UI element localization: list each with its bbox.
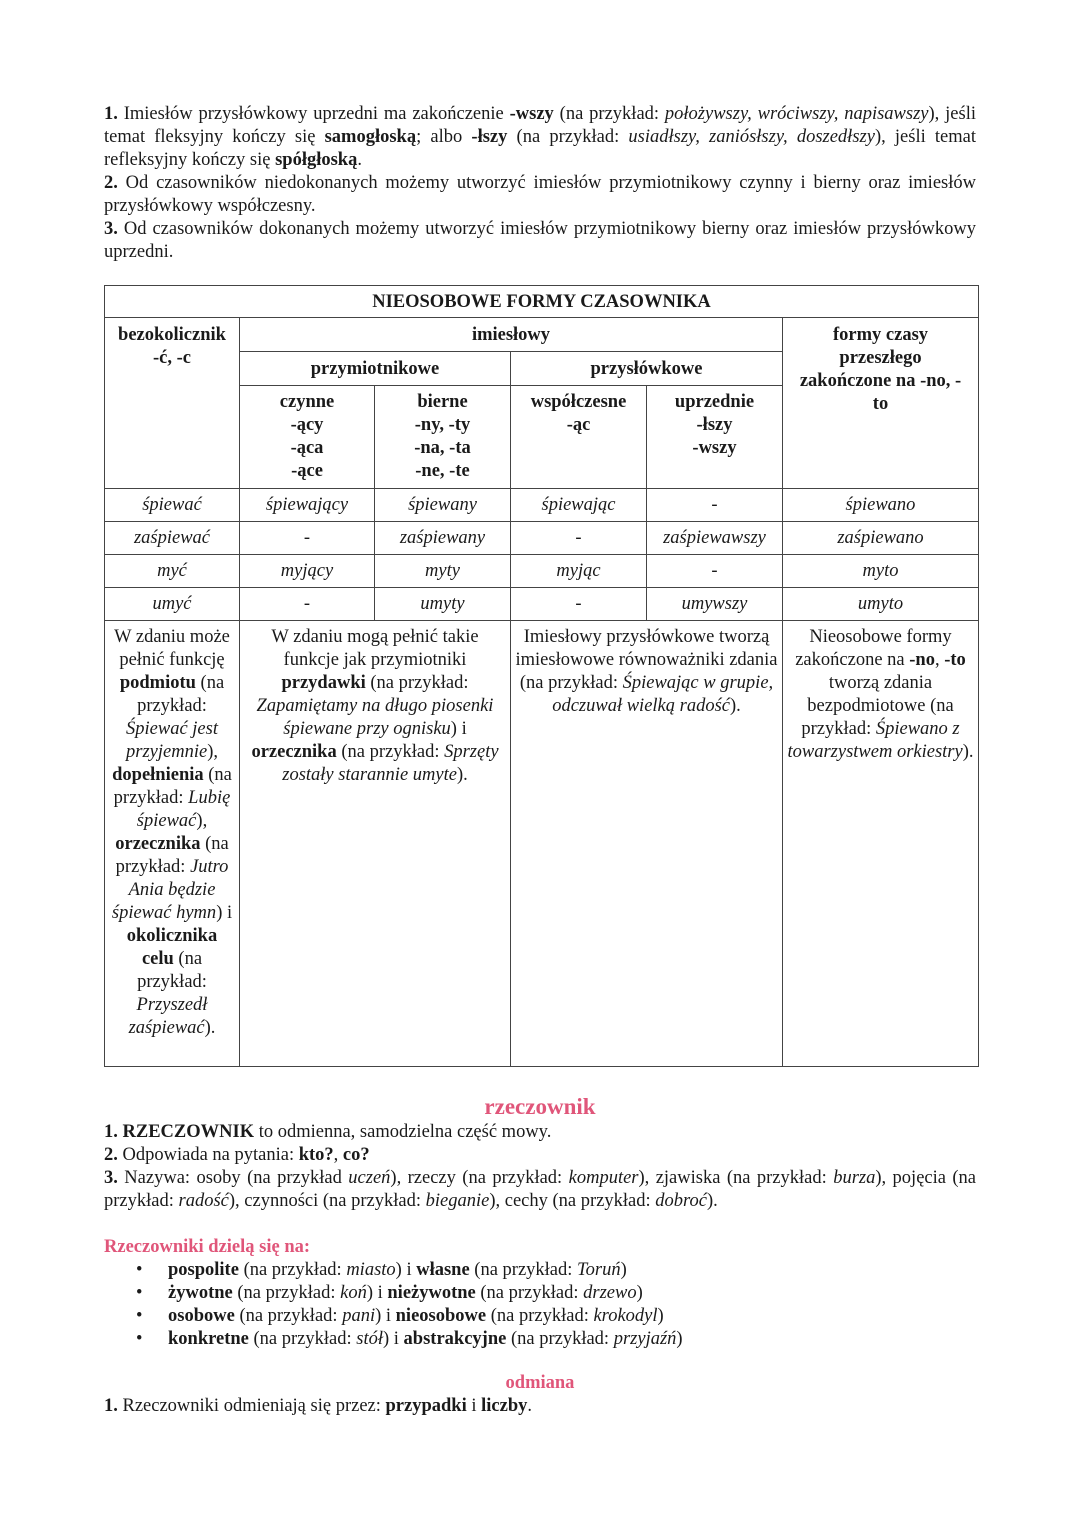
table-cell: umyto [783, 588, 979, 621]
list-item: • osobowe (na przykład: pani) i nieosobowe (na przykład: krokodyl) [136, 1305, 976, 1328]
table-cell: umyć [105, 588, 240, 621]
nonpersonal-forms-table [104, 285, 979, 1067]
header-participles: imiesłowy [240, 318, 783, 352]
header-past-forms: formy czasy przeszłego zakończone na -no, -to [783, 318, 979, 489]
header-passive: bierne -ny, -ty -na, -ta -ne, -te [375, 386, 511, 489]
table-cell: - [511, 588, 647, 621]
table-row [105, 555, 979, 588]
table-cell: - [240, 522, 375, 555]
table-cell: zaśpiewawszy [647, 522, 783, 555]
desc-infinitive: W zdaniu może pełnić funkcję podmiotu (na przykład: Śpiewać jest przyjemnie), dopełnienia (na przykład: Lubię śpiewać), orzecznika (na przykład: Jutro Ania będzie śpiewać hymn) i okolicznika celu (na przykład: Przyszedł zaśpiewać). [105, 621, 240, 1067]
desc-past-forms: Nieosobowe formy zakończone na -no, -to tworzą zdania bezpodmiotowe (na przykład: Śpiewano z towarzystwem orkiestry). [783, 621, 979, 1067]
table-cell: - [647, 555, 783, 588]
table-cell: myto [783, 555, 979, 588]
table-cell: śpiewający [240, 489, 375, 522]
noun-division-title: Rzeczowniki dzielą się na: [104, 1237, 311, 1257]
declension-title: odmiana [505, 1373, 575, 1393]
table-cell: myć [105, 555, 240, 588]
intro-paragraph-2: 2. Od czasowników niedokonanych możemy utworzyć imiesłów przymiotnikowy czynny i bierny oraz imiesłów przysłówkowy współczesny. [104, 173, 976, 216]
declension-paragraph-1: 1. Rzeczowniki odmieniają się przez: przypadki i liczby. [104, 1396, 532, 1416]
table-cell: myty [375, 555, 511, 588]
table-cell: śpiewano [783, 489, 979, 522]
noun-paragraph-3: 3. Nazywa: osoby (na przykład uczeń), rzeczy (na przykład: komputer), zjawiska (na przykład: burza), pojęcia (na przykład: radość), czynności (na przykład: bieganie), cechy (na przykład: dobroć). [104, 1168, 977, 1211]
header-contemporary: współczesne -ąc [511, 386, 647, 489]
table-row [105, 489, 979, 522]
table-title: NIEOSOBOWE FORMY CZASOWNIKA [105, 286, 979, 318]
table-cell: zaśpiewany [375, 522, 511, 555]
noun-paragraph-1: 1. RZECZOWNIK to odmienna, samodzielna część mowy. [104, 1122, 552, 1142]
header-anterior: uprzednie -łszy -wszy [647, 386, 783, 489]
noun-division-list [104, 1259, 976, 1351]
intro-paragraph-3: 3. Od czasowników dokonanych możemy utworzyć imiesłów przymiotnikowy bierny oraz imiesłów przysłówkowy uprzedni. [104, 219, 976, 262]
table-cell: śpiewając [511, 489, 647, 522]
noun-paragraph-2: 2. Odpowiada na pytania: kto?, co? [104, 1145, 370, 1165]
table-cell: zaśpiewać [105, 522, 240, 555]
table-cell: myjąc [511, 555, 647, 588]
table-cell: - [240, 588, 375, 621]
header-adjectival: przymiotnikowe [240, 352, 511, 386]
desc-adverbial: Imiesłowy przysłówkowe tworzą imiesłowowe równoważniki zdania (na przykład: Śpiewając w grupie, odczuwał wielką radość). [511, 621, 783, 1067]
list-item: • konkretne (na przykład: stół) i abstrakcyjne (na przykład: przyjaźń) [136, 1328, 976, 1351]
table-cell: myjący [240, 555, 375, 588]
table-row [105, 588, 979, 621]
description-row [105, 621, 979, 1067]
table-row [105, 522, 979, 555]
section-title-rzeczownik: rzeczownik [484, 1094, 596, 1119]
table-cell: śpiewany [375, 489, 511, 522]
table-cell: zaśpiewano [783, 522, 979, 555]
table-cell: - [511, 522, 647, 555]
list-item: • żywotne (na przykład: koń) i nieżywotne (na przykład: drzewo) [136, 1282, 976, 1305]
table-cell: umyty [375, 588, 511, 621]
header-active: czynne -ący -ąca -ące [240, 386, 375, 489]
header-adverbial: przysłówkowe [511, 352, 783, 386]
list-item: • pospolite (na przykład: miasto) i własne (na przykład: Toruń) [136, 1259, 976, 1282]
table-cell: śpiewać [105, 489, 240, 522]
table-cell: - [647, 489, 783, 522]
intro-paragraph-1: 1. Imiesłów przysłówkowy uprzedni ma zakończenie -wszy (na przykład: położywszy, wróciwszy, napisawszy), jeśli temat fleksyjny kończy się samogłoską; albo -łszy (na przykład: usiadłszy, zaniósłszy, doszedłszy), jeśli temat refleksyjny kończy się spółgłoską. [104, 104, 977, 170]
table-cell: umywszy [647, 588, 783, 621]
header-infinitive: bezokolicznik -ć, -c [105, 318, 240, 489]
desc-adjectival: W zdaniu mogą pełnić takie funkcje jak przymiotniki przydawki (na przykład: Zapamiętamy na długo piosenki śpiewane przy ognisku) i orzecznika (na przykład: Sprzęty zostały starannie umyte). [240, 621, 511, 1067]
